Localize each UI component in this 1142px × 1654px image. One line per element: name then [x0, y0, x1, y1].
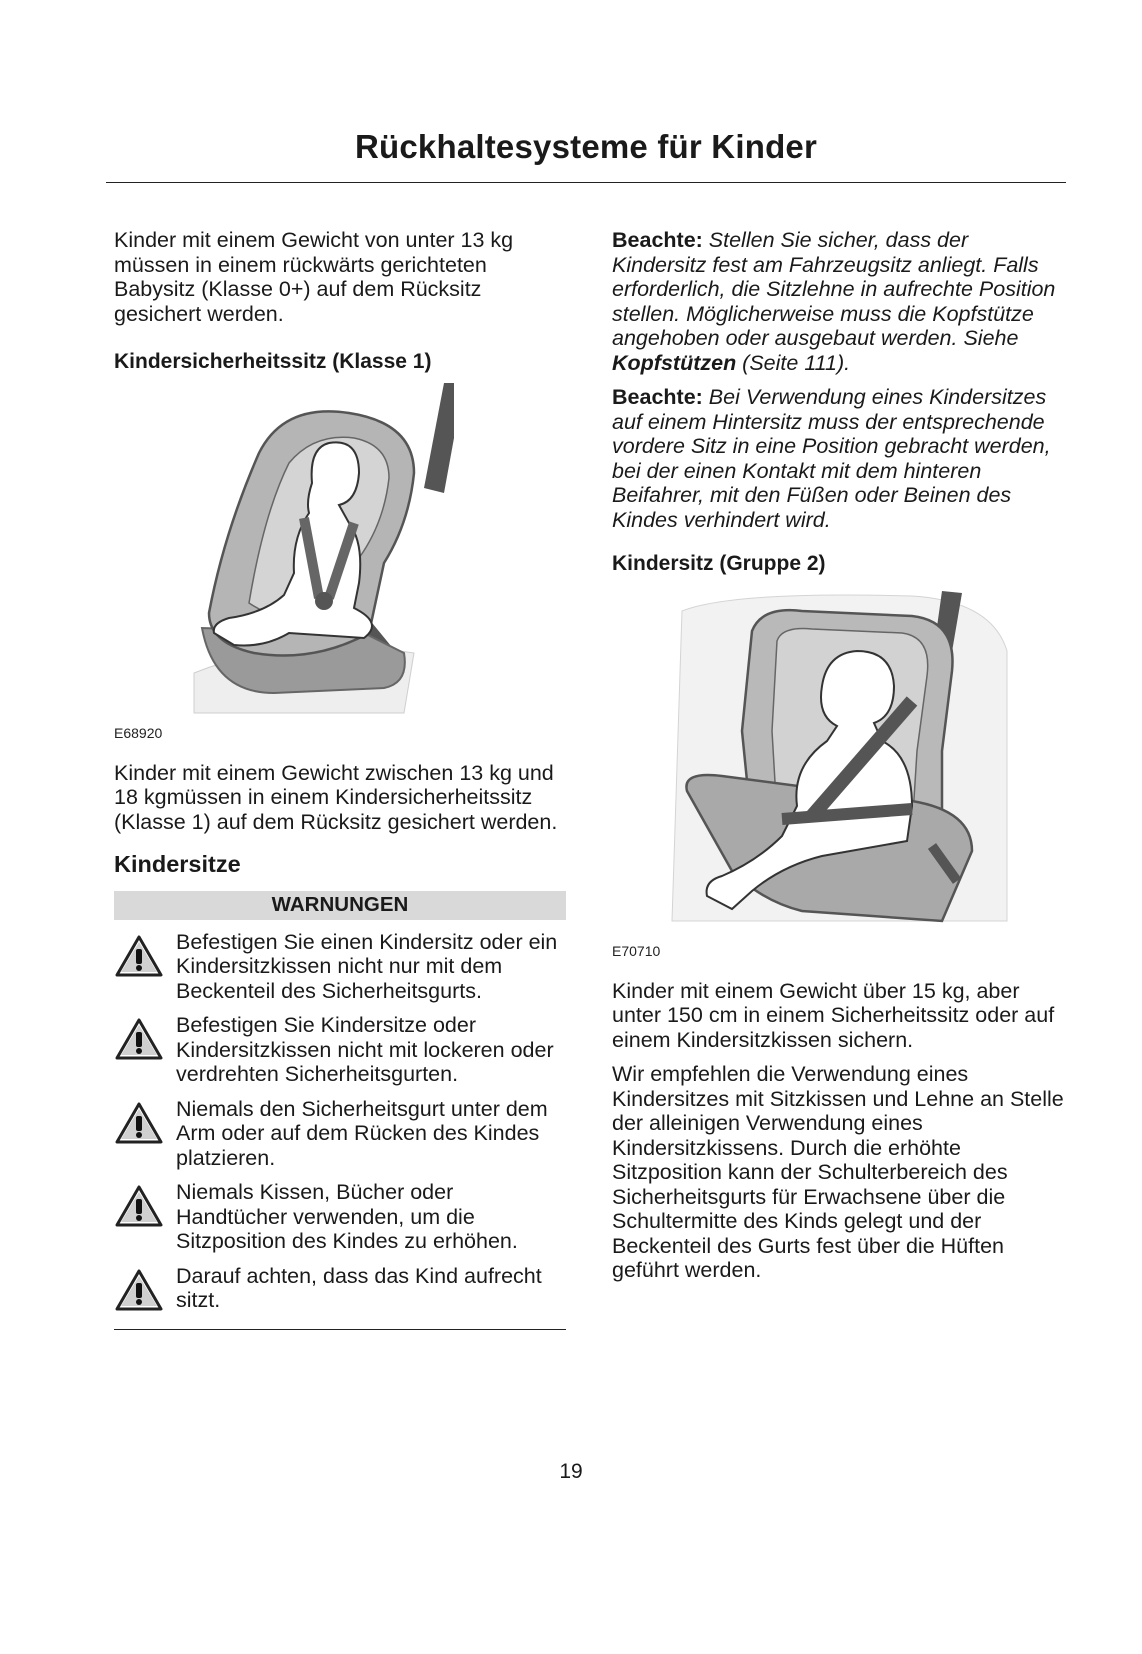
note-headrest [612, 228, 1068, 375]
note-label: Beachte: [612, 228, 703, 252]
warnings-header: WARNUNGEN [114, 891, 566, 920]
paragraph-class1-weight: Kinder mit einem Gewicht zwischen 13 kg und 18 kgmüssen in einem Kindersicherheitssitz (Klasse 1) auf dem Rücksitz gesichert werden. [114, 760, 558, 834]
note-page-ref: (Seite 111). [736, 350, 851, 375]
warning-triangle-icon [114, 1101, 164, 1145]
warning-item [114, 930, 566, 1004]
figure-child-seat-class1 [114, 383, 566, 741]
page-number: 19 [559, 1460, 583, 1483]
subheading-group2: Kindersitz (Gruppe 2) [612, 552, 826, 575]
section-heading-kindersitze: Kindersitze [114, 851, 241, 877]
title-divider [106, 182, 1066, 183]
warnings-end-divider [114, 1329, 566, 1330]
figure-code: E68920 [114, 724, 163, 741]
child-seat-group2-illustration [612, 591, 1012, 941]
note-label: Beachte: [612, 385, 703, 409]
warning-triangle-icon [114, 1017, 164, 1061]
intro-paragraph: Kinder mit einem Gewicht von unter 13 kg müssen in einem rückwärts gerichteten Babysitz (Klasse 0+) auf dem Rücksitz gesichert werden. [114, 228, 514, 326]
note-text: Bei Verwendung eines Kindersitzes auf einem Hintersitz muss der entsprechende vordere Sitz in eine Position gebracht werden, bei der einen Kontakt mit dem hinteren Beifahrer, mit den Füßen oder Beinen des Kindes verhindert wird. [612, 385, 1051, 532]
warning-item [114, 1013, 566, 1087]
warning-text: Darauf achten, dass das Kind aufrecht sitzt. [176, 1263, 542, 1312]
warning-item [114, 1264, 566, 1313]
figure-code: E70710 [612, 942, 661, 959]
warning-item [114, 1097, 566, 1171]
warning-text: Befestigen Sie Kindersitze oder Kindersitzkissen nicht mit lockeren oder verdrehten Sicherheitsgurten. [176, 1013, 554, 1086]
warning-text: Niemals den Sicherheitsgurt unter dem Arm oder auf dem Rücken des Kindes platzieren. [176, 1096, 548, 1170]
note-text: Stellen Sie sicher, dass der Kindersitz fest am Fahrzeugsitz anliegt. Falls erforderlich, die Sitzlehne in aufrechte Position stellen. Möglicherweise muss die Kopfstütze angehoben oder ausgebaut werden. Siehe [612, 228, 1056, 350]
seat-belt-strap [424, 383, 454, 493]
warning-triangle-icon [114, 1184, 164, 1228]
right-column [612, 228, 1068, 1283]
page-title: Rückhaltesysteme für Kinder [354, 128, 818, 165]
warning-triangle-icon [114, 934, 164, 978]
figure-child-seat-group2 [612, 591, 1068, 959]
subheading-class1: Kindersicherheitssitz (Klasse 1) [114, 350, 432, 373]
warning-text: Befestigen Sie einen Kindersitz oder ein Kindersitzkissen nicht nur mit dem Beckenteil des Sicherheitsgurts. [176, 929, 558, 1003]
warning-item [114, 1180, 566, 1254]
note-crossref-link[interactable]: Kopfstützen [612, 350, 737, 375]
left-column [114, 228, 566, 1330]
note-front-seat [612, 385, 1068, 532]
paragraph-group2-weight: Kinder mit einem Gewicht über 15 kg, aber unter 150 cm in einem Sicherheitssitz oder auf einem Kindersitzkissen sichern. [612, 978, 1055, 1052]
child-seat-class1-illustration [114, 383, 454, 723]
warning-triangle-icon [114, 1268, 164, 1312]
paragraph-recommendation: Wir empfehlen die Verwendung eines Kindersitzes mit Sitzkissen und Lehne an Stelle der alleinigen Verwendung eines Kindersitzkissens. Durch die erhöhte Sitzposition kann der Schulterbereich des Sicherheitsgurts für Erwachsene über die Schultermitte des Kinds gelegt und der Beckenteil des Gurts fest über die Hüften geführt werden. [612, 1062, 1064, 1282]
warning-text: Niemals Kissen, Bücher oder Handtücher verwenden, um die Sitzposition des Kindes zu erhöhen. [176, 1180, 518, 1253]
